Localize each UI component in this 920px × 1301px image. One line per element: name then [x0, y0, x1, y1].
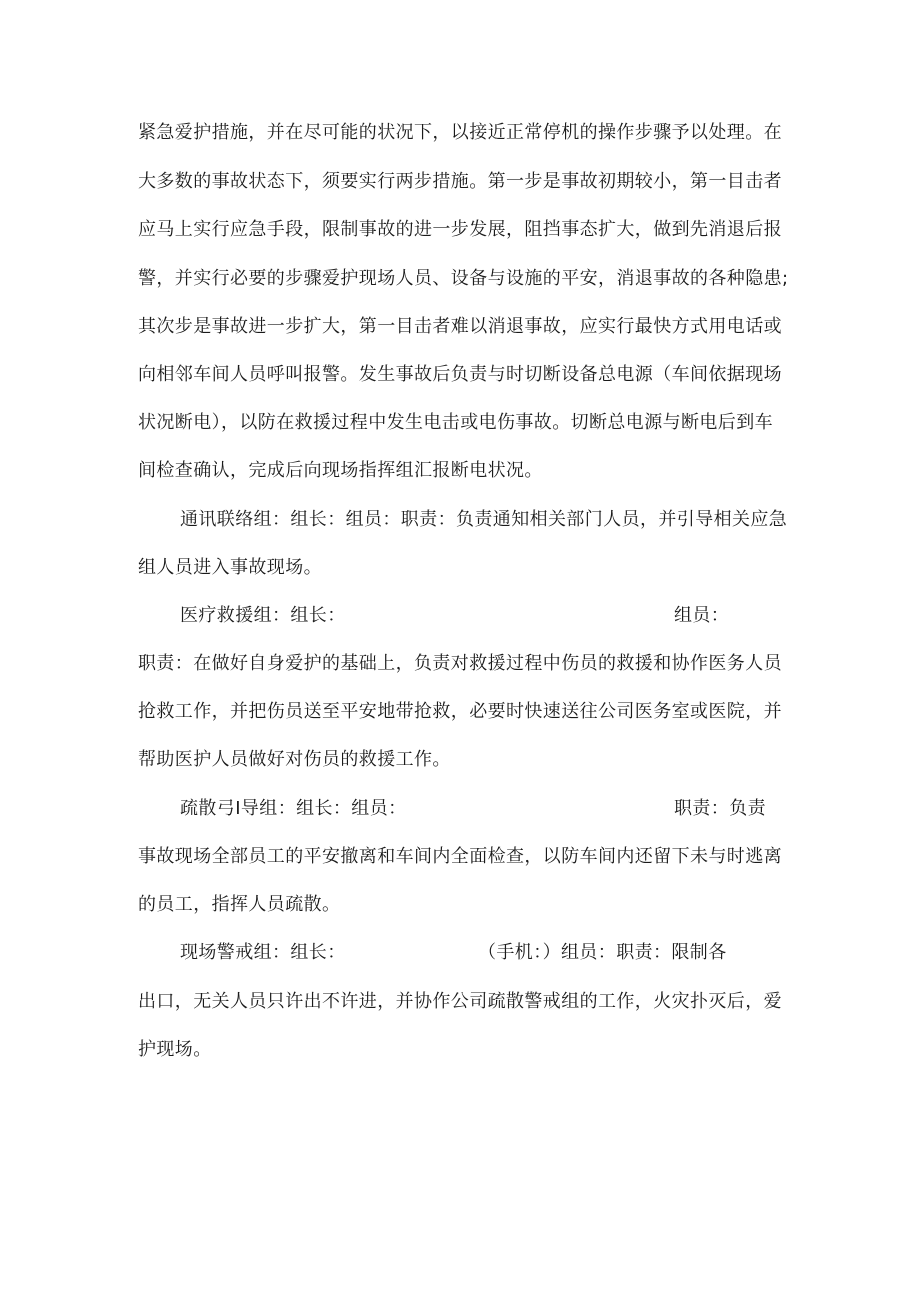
paragraph-line: 状况断电），以防在救援过程中发生电击或电伤事故。切断总电源与断电后到车 [138, 412, 773, 433]
medical-group-line: 职责：在做好自身爱护的基础上，负责对救援过程中伤员的救援和协作医务人员 [138, 653, 782, 674]
guard-group-line: 护现场。 [138, 1039, 212, 1060]
guard-group-heading [180, 941, 780, 965]
evacuation-group-heading [180, 797, 780, 821]
paragraph-line: 紧急爱护措施，并在尽可能的状况下，以接近正常停机的操作步骤予以处理。在 [138, 122, 782, 143]
paragraph-line: 向相邻车间人员呼叫报警。发生事故后负责与时切断设备总电源（车间依据现场 [138, 364, 782, 385]
paragraph-line: 其次步是事故进一步扩大，第一目击者难以消退事故，应实行最快方式用电话或 [138, 316, 782, 337]
communication-group-heading: 通讯联络组：组长：组员：职责：负责通知相关部门人员，并引导相关应急 [180, 509, 788, 530]
evacuation-group-line: 事故现场全部员工的平安撤离和车间内全面检查，以防车间内还留下未与时逃离 [138, 846, 782, 867]
guard-group-line: 出口，无关人员只许出不许进，并协作公司疏散警戒组的工作，火灾扑灭后，爱 [138, 991, 782, 1012]
paragraph-line: 大多数的事故状态下，须要实行两步措施。第一步是事故初期较小，第一目击者 [138, 171, 782, 192]
medical-group-heading [180, 604, 740, 628]
paragraph-line: 间检查确认，完成后向现场指挥组汇报断电状况。 [138, 460, 543, 481]
medical-group-leader-label: 医疗救援组：组长： [180, 605, 346, 626]
communication-group-line: 组人员进入事故现场。 [138, 557, 322, 578]
evacuation-group-line: 的员工，指挥人员疏散。 [138, 894, 341, 915]
evacuation-group-leader-label: 疏散弓I导组：组长：组员： [180, 798, 407, 819]
evacuation-group-duty-label: 职责：负责 [674, 798, 766, 819]
medical-group-line: 帮助医护人员做好对伤员的救援工作。 [138, 749, 451, 770]
paragraph-line: 应马上实行应急手段，限制事故的进一步发展，阻挡事态扩大，做到先消退后报 [138, 219, 782, 240]
medical-group-member-label: 组员： [674, 605, 730, 626]
medical-group-line: 抢救工作，并把伤员送至平安地带抢救，必要时快速送往公司医务室或医院，并 [138, 701, 782, 722]
guard-group-leader-label: 现场警戒组：组长： [180, 942, 346, 963]
paragraph-line: 警，并实行必要的步骤爱护现场人员、设备与设施的平安，消退事故的各种隐患; [138, 268, 789, 289]
guard-group-phone-duty-label: （手机：）组员：职责：限制各 [478, 942, 727, 963]
